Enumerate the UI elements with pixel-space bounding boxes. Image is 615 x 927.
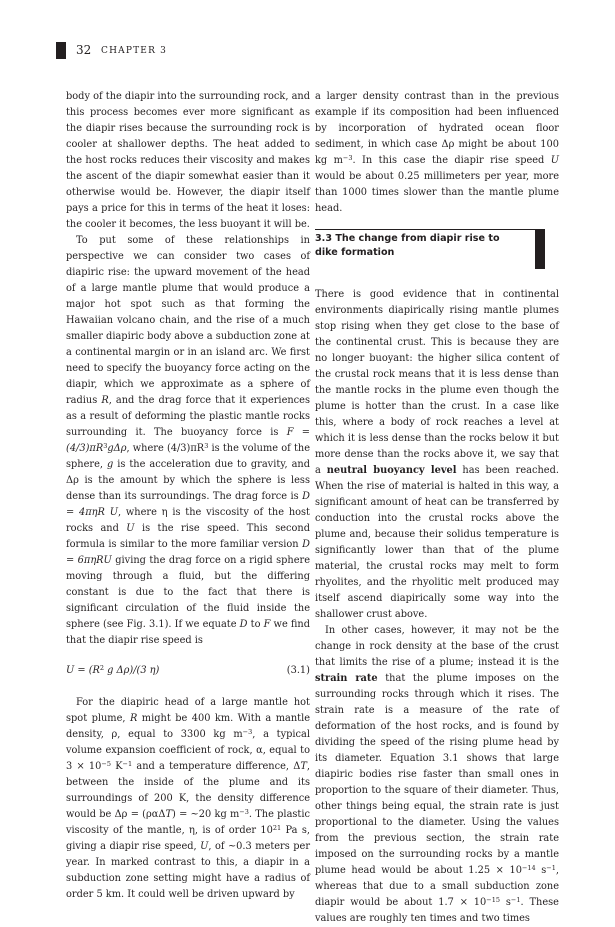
page-number: 32 xyxy=(76,43,92,57)
page-header xyxy=(0,0,615,70)
chapter-label: CHAPTER 3 xyxy=(101,46,168,56)
section-heading-3-3 xyxy=(315,229,559,271)
equation-number: (3.1) xyxy=(286,665,310,676)
section-rule xyxy=(315,229,535,230)
right-column xyxy=(315,89,559,927)
section-marker-bar xyxy=(535,229,545,269)
paragraph: body of the diapir into the surrounding rock, and this process becomes ever more significant as the diapir rises because the surrounding rock is cooler at shallower depths. The heat added to the host rocks reduces their viscosity and makes the ascent of the diapir somewhat easier than it otherwise would be. However, the diapir itself pays a price for this in terms of the heat it loses: the cooler it becomes, the less buoyant it will be. xyxy=(66,91,310,230)
left-column xyxy=(66,89,310,903)
paragraph: a larger density contrast than in the previous example if its composition had been influenced by incorporation of hydrated ocean floor sediment, in which case Δρ might be about 100 kg $m^{-3}$. In this case the diapir rise speed U would be about 0.25 millimeters per year, more than 1000 times slower than the mantle plume head. xyxy=(315,91,559,214)
key-term: strain rate xyxy=(315,673,378,684)
equation-body: $U = (R^2$ g Δρ)/(3 η) xyxy=(66,664,160,676)
paragraph: In other cases, however, it may not be the change in rock density at the base of the crust that limits the rise of a plume; instead it is the strain rate that the plume imposes on the surrounding rocks through which it rises. The strain rate is a measure of the rate of deformation of the host rocks, and is found by dividing the speed of the rising plume head by its diameter. Equation 3.1 shows that large diapiric bodies rise faster than small ones in proportion to the square of their diameter. Thus, other things being equal, the strain rate is just proportional to the diameter. Using the values from the previous section, the strain rate imposed on the surrounding rocks by a mantle plume head would be about $1.25 \times 10^{-14}$ $s^{-1}$, whereas that due to a small subduction zone diapir would be about $1.7 \times 10^{-15}$ $s^{-1}$. These values are roughly ten times and two times xyxy=(315,625,559,924)
equation-3-1 xyxy=(66,663,310,679)
paragraph: To put some of these relationships in perspective we can consider two cases of diapiric rise: the upward movement of the head of a large mantle plume that would produce a major hot spot such as that forming the Hawaiian volcano chain, and the rise of a much smaller diapiric body above a subduction zone at a continental margin or in an island arc. We first need to specify the buoyancy force acting on the diapir, which we approximate as a sphere of radius R, and the drag force that it experiences as a result of deforming the plastic mantle rocks surrounding it. The buoyancy force is $F = (4/3)\pi R^3g\Delta\rho$, where $(4/3)\pi R^3$ is the volume of the sphere, g is the acceleration due to gravity, and Δρ is the amount by which the sphere is less dense than its surroundings. The drag force is D = 4πηR U, where η is the viscosity of the host rocks and U is the rise speed. This second formula is similar to the more familiar version D = 6πηRU giving the drag force on a rigid sphere moving through a fluid, but the differing constant is due to the fact that there is significant circulation of the fluid inside the sphere (see Fig. 3.1). If we equate D to F we find that the diapir rise speed is xyxy=(66,235,311,646)
paragraph: For the diapiric head of a large mantle hot spot plume, R might be 400 km. With a mantle density, ρ, equal to 3300 kg $m^{-3}$, a typical volume expansion coefficient of rock, α, equal to $3 \times 10^{-5}$ $K^{-1}$ and a temperature difference, ΔT, between the inside of the plume and its surroundings of 200 K, the density difference would be Δρ = (ραΔT) = ~20 kg $m^{-3}$. The plastic viscosity of the mantle, η, is of order $10^{21}$ Pa s, giving a diapir rise speed, U, of ~0.3 meters per year. In marked contrast to this, a diapir in a subduction zone setting might have a radius of order 5 km. It could well be driven upward by xyxy=(66,697,311,900)
key-term: neutral buoyancy level xyxy=(326,465,457,476)
paragraph: There is good evidence that in continental environments diapirically rising mantle plumes stop rising when they get close to the base of the continental crust. This is because they are no longer buoyant: the higher silica content of the crustal rock means that it is less dense than the mantle rocks in the plume even though the plume is hotter than the crust. In a case like this, where a body of rock reaches a level at which it is less dense than the rocks below it but more dense than the rocks above it, we say that a neutral buoyancy level has been reached. When the rise of material is halted in this way, a significant amount of heat can be transferred by conduction into the crustal rocks above the plume and, because their solidus temperature is significantly lower than that of the plume material, the crustal rocks may melt to form rhyolites, and the rhyolitic melt produced may itself ascend diapirically some way into the shallower crust above. xyxy=(315,289,559,620)
section-title: 3.3 The change from diapir rise to dike formation xyxy=(315,233,500,258)
header-marker-bar xyxy=(56,42,66,59)
